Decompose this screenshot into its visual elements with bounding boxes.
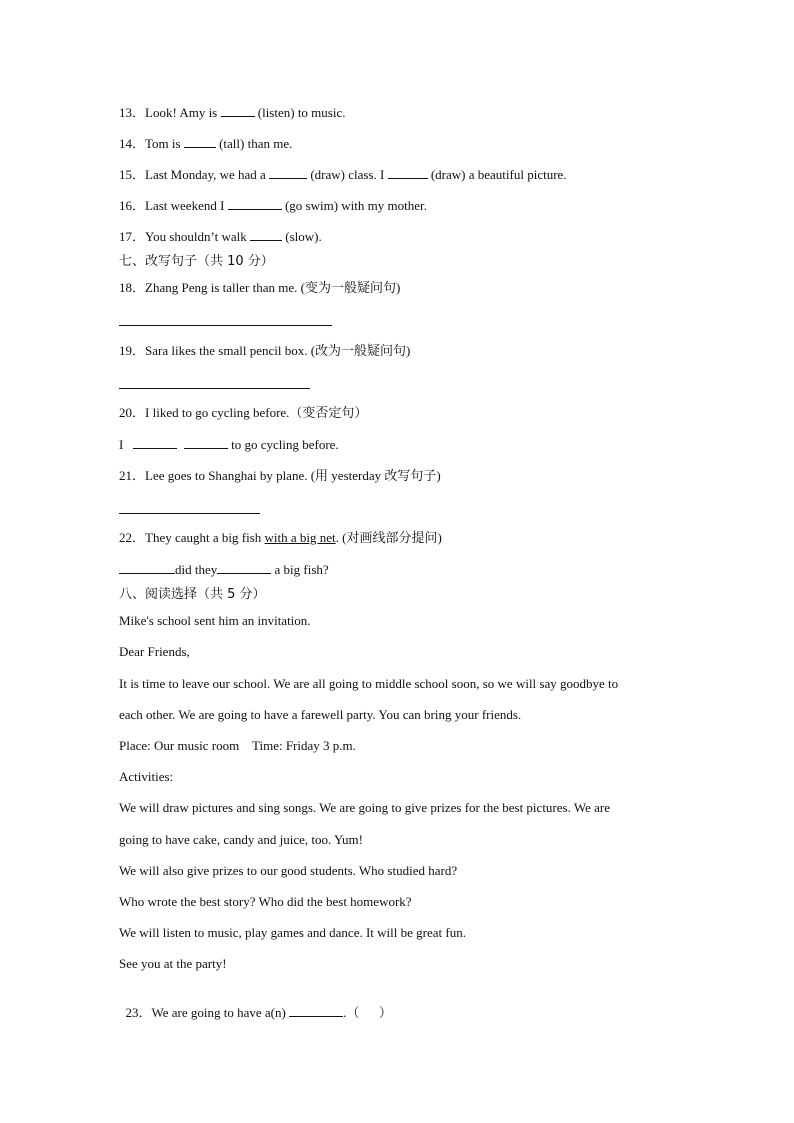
answer-text: did they [175, 562, 218, 577]
answer-text: to go cycling before. [231, 437, 339, 452]
passage-paragraph: Who wrote the best story? Who did the best homework? [119, 894, 412, 909]
answer-line-19[interactable] [119, 388, 310, 389]
question-number: 16． [119, 198, 146, 213]
question-number: 20． [119, 405, 146, 420]
answer-blank[interactable] [217, 561, 271, 574]
question-text: Lee goes to Shanghai by plane. (用 yesterday 改写句子) [145, 468, 441, 483]
question-text: Sara likes the small pencil box. (改为一般疑问句) [145, 343, 411, 358]
passage-activities-label: Activities: [119, 769, 174, 784]
question-14 [119, 135, 292, 152]
passage-paragraph: each other. We are going to have a farewell party. You can bring your friends. [119, 707, 522, 722]
answer-22 [119, 561, 329, 578]
question-18 [119, 280, 400, 296]
passage-greeting: Dear Friends, [119, 644, 190, 659]
question-text: . (对画线部分提问) [335, 530, 442, 545]
question-number: 22． [119, 530, 146, 545]
section-7-heading: 七、改写句子（共 10 分） [119, 254, 274, 269]
question-number: 14． [119, 136, 146, 151]
question-number: 23． [125, 1005, 152, 1020]
question-text: (listen) to music. [257, 105, 346, 120]
section-8-heading: 八、阅读选择（共 5 分） [119, 587, 266, 602]
underlined-phrase: with a big net [264, 530, 336, 545]
answer-blank[interactable] [388, 166, 428, 179]
passage-paragraph: We will also give prizes to our good students. Who studied hard? [119, 863, 458, 878]
question-text: Tom is [145, 136, 181, 151]
question-20 [119, 405, 367, 421]
question-number: 17． [119, 229, 146, 244]
question-number: 13． [119, 105, 146, 120]
answer-blank[interactable] [184, 436, 228, 449]
question-text: .（ ） [343, 1005, 392, 1020]
passage-paragraph: It is time to leave our school. We are all going to middle school soon, so we will say goodbye to [119, 676, 619, 691]
question-text: (draw) a beautiful picture. [430, 167, 567, 182]
question-13 [119, 104, 346, 121]
answer-20 [119, 436, 339, 453]
question-text: We are going to have a(n) [151, 1005, 286, 1020]
answer-line-21[interactable] [119, 513, 260, 514]
passage-intro: Mike's school sent him an invitation. [119, 613, 311, 628]
question-text: Zhang Peng is taller than me. (变为一般疑问句) [145, 280, 401, 295]
question-number: 18． [119, 280, 146, 295]
passage-place-time: Place: Our music room Time: Friday 3 p.m. [119, 738, 356, 753]
answer-blank[interactable] [289, 1004, 343, 1017]
answer-text: a big fish? [274, 562, 329, 577]
question-number: 15． [119, 167, 146, 182]
answer-blank[interactable] [184, 135, 216, 148]
question-number: 21． [119, 468, 146, 483]
question-17 [119, 228, 322, 245]
answer-text: I [119, 437, 124, 452]
question-15 [119, 166, 567, 183]
passage-paragraph: We will listen to music, play games and dance. It will be great fun. [119, 925, 466, 940]
question-text: Look! Amy is [145, 105, 218, 120]
answer-blank[interactable] [133, 436, 177, 449]
question-23 [119, 988, 392, 1021]
answer-blank[interactable] [250, 228, 282, 241]
question-21 [119, 468, 441, 484]
question-text: Last Monday, we had a [145, 167, 266, 182]
question-text: They caught a big fish [145, 530, 262, 545]
question-text: (tall) than me. [219, 136, 293, 151]
passage-closing: See you at the party! [119, 956, 227, 971]
question-19 [119, 343, 410, 359]
answer-blank[interactable] [119, 561, 175, 574]
question-text: I liked to go cycling before.（变否定句） [145, 405, 368, 420]
passage-paragraph: We will draw pictures and sing songs. We are going to give prizes for the best pictures. We are [119, 800, 610, 815]
answer-blank[interactable] [221, 104, 255, 117]
question-text: (slow). [285, 229, 322, 244]
question-22 [119, 530, 442, 546]
question-number: 19． [119, 343, 146, 358]
answer-line-18[interactable] [119, 325, 332, 326]
question-16 [119, 197, 427, 214]
question-text: Last weekend I [145, 198, 225, 213]
answer-blank[interactable] [269, 166, 307, 179]
answer-blank[interactable] [228, 197, 282, 210]
passage-paragraph: going to have cake, candy and juice, too. Yum! [119, 832, 363, 847]
question-text: (draw) class. I [310, 167, 385, 182]
question-text: (go swim) with my mother. [284, 198, 427, 213]
question-text: You shouldn’t walk [145, 229, 247, 244]
